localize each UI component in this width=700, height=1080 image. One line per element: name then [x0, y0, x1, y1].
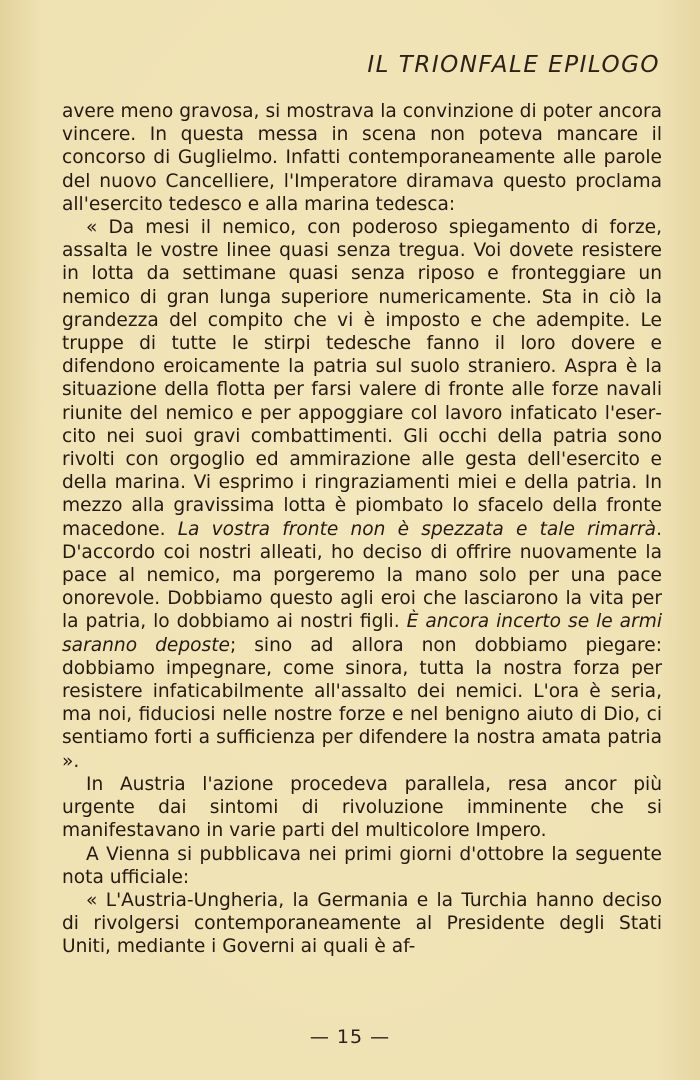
paragraph-official-note	[62, 889, 662, 959]
running-title: IL TRIONFALE EPILOGO	[367, 52, 660, 78]
paragraph-proclamation	[62, 216, 662, 773]
paragraph-vienna	[62, 843, 662, 889]
text-run: A Vienna si pubblicava nei primi giorni d'ottobre la seguente nota ufficiale:	[62, 843, 662, 888]
text-run: « L'Austria-Ungheria, la Germania e la Turchia hanno deciso di rivolgersi contemporaneamente al Presidente degli Stati Uniti, mediante i Governi ai quali è af-	[62, 889, 662, 958]
text-run: « Da mesi il nemico, con poderoso spiegamento di forze, assalta le vostre linee quasi senza tregua. Voi dovete resistere in lotta da settimane quasi senza riposo e fronteggiare un nemico di gran lunga superiore numericamente. Sta in ciò la grandezza del compito che vi è imposto e che adempite. Le truppe di tutte le stirpi tedesche fanno il loro dovere e difendono eroicamente la patria sul suolo straniero. Aspra è la situazione della flotta per farsi valere di fronte alle forze navali riunite del nemico e per appoggiare col lavoro infaticato l'esercito nei suoi gravi combattimenti. Gli occhi della patria sono rivolti con orgoglio ed ammirazione alle gesta dell'esercito e della marina. Vi esprimo i ringraziamenti miei e della patria. In mezzo alla gravissima lotta è piombato lo sfacelo della fronte macedone.	[62, 217, 662, 540]
italic-text-run: È ancora incerto se le armi saranno deposte	[62, 611, 662, 656]
text-run: . D'accordo coi nostri alleati, ho deciso di offrire nuovamente la pace al nemico, ma porgeremo la mano solo per una pace onorevole. Dobbiamo questo agli eroi che lasciarono la vita per la patria, lo dobbiamo ai nostri figli.	[62, 518, 663, 633]
page-number: — 15 —	[309, 1026, 391, 1048]
text-run: ; sino ad allora non dobbiamo piegare: dobbiamo impegnare, come sinora, tutta la nostra forza per resistere infaticabilmente all'assalto dei nemici. L'ora è seria, ma noi, fiduciosi nelle nostre forze e nel benigno aiuto di Dio, ci sentiamo forti a sufficienza per difendere la nostra amata patria ».	[62, 634, 662, 772]
paragraph-1	[62, 100, 662, 216]
italic-text-run: La vostra fronte non è spezzata e tale rimarrà	[177, 518, 657, 540]
paragraph-austria	[62, 773, 662, 843]
body-text	[62, 100, 662, 959]
text-run: avere meno gravosa, si mostrava la convinzione di poter ancora vincere. In questa messa in scena non poteva mancare il concorso di Guglielmo. Infatti contemporaneamente alle parole del nuovo Cancelliere, l'Imperatore diramava questo proclama all'esercito tedesco e alla marina tedesca:	[62, 101, 662, 215]
text-run: In Austria l'azione procedeva parallela, resa ancor più urgente dai sintomi di rivoluzione imminente che si manifestavano in varie parti del multicolore Impero.	[62, 773, 662, 842]
